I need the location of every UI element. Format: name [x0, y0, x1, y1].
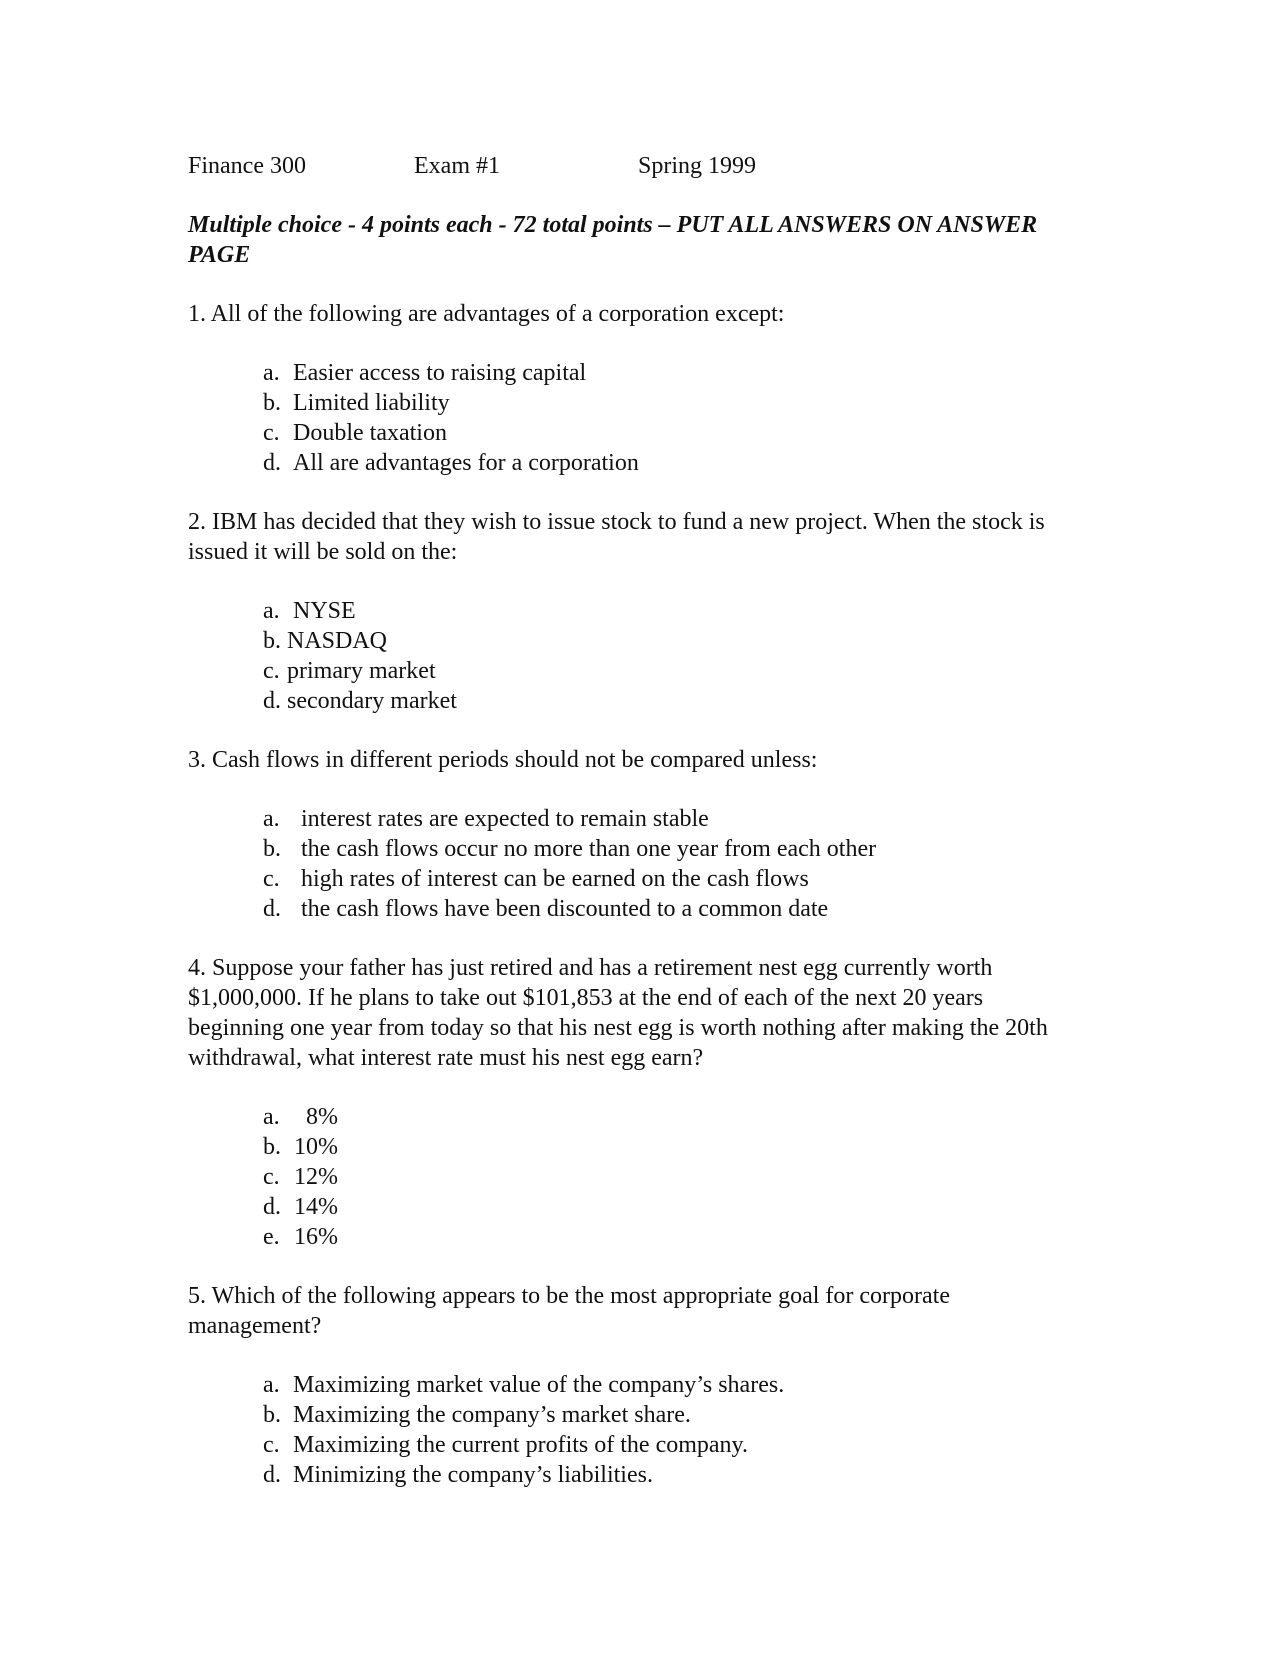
q5-option-b-text: Maximizing the company’s market share. [293, 1402, 691, 1428]
q5-option-a-letter: a. [263, 1372, 280, 1398]
instructions-line-2: PAGE [188, 242, 251, 268]
q5-option-d-letter: d. [263, 1462, 281, 1488]
question-5-text-line-2: management? [188, 1313, 322, 1339]
q4-option-e-text: 16% [294, 1224, 338, 1250]
q1-option-c-letter: c. [263, 420, 280, 446]
question-4-text-line-2: $1,000,000. If he plans to take out $101,853 at the end of each of the next 20 years [188, 985, 984, 1011]
q2-option-a-text: NYSE [293, 598, 356, 624]
q2-option-b-letter: b. [263, 628, 281, 654]
q2-option-a-letter: a. [263, 598, 280, 624]
q3-option-a-text: interest rates are expected to remain stable [301, 806, 709, 832]
q2-option-c-letter: c. [263, 658, 280, 684]
question-3-text: 3. Cash flows in different periods should not be compared unless: [188, 747, 818, 773]
q5-option-b-letter: b. [263, 1402, 281, 1428]
instructions-line-1: Multiple choice - 4 points each - 72 total points – PUT ALL ANSWERS ON ANSWER [188, 212, 1038, 238]
course-title: Finance 300 [188, 153, 306, 179]
q3-option-d-letter: d. [263, 896, 281, 922]
question-4-text-line-1: 4. Suppose your father has just retired and has a retirement nest egg currently worth [188, 955, 993, 981]
question-4-text-line-3: beginning one year from today so that his nest egg is worth nothing after making the 20th [188, 1015, 1048, 1041]
q4-option-c-letter: c. [263, 1164, 280, 1190]
q1-option-b-letter: b. [263, 390, 281, 416]
q2-option-d-text: secondary market [287, 688, 457, 714]
q3-option-c-letter: c. [263, 866, 280, 892]
q5-option-c-text: Maximizing the current profits of the company. [293, 1432, 748, 1458]
exam-title: Exam #1 [414, 153, 500, 179]
q5-option-d-text: Minimizing the company’s liabilities. [293, 1462, 653, 1488]
question-2-text-line-2: issued it will be sold on the: [188, 539, 458, 565]
q2-option-b-text: NASDAQ [287, 628, 388, 654]
q4-option-d-letter: d. [263, 1194, 281, 1220]
q5-option-a-text: Maximizing market value of the company’s shares. [293, 1372, 785, 1398]
q1-option-b-text: Limited liability [293, 390, 450, 416]
q4-option-a-letter: a. [263, 1104, 280, 1130]
question-5-text-line-1: 5. Which of the following appears to be the most appropriate goal for corporate [188, 1283, 950, 1309]
q3-option-d-text: the cash flows have been discounted to a common date [301, 896, 829, 922]
q2-option-c-text: primary market [287, 658, 436, 684]
q4-option-d-text: 14% [294, 1194, 338, 1220]
q1-option-d-text: All are advantages for a corporation [293, 450, 639, 476]
exam-term: Spring 1999 [638, 153, 757, 179]
question-4-text-line-4: withdrawal, what interest rate must his nest egg earn? [188, 1045, 704, 1071]
q3-option-c-text: high rates of interest can be earned on the cash flows [301, 866, 809, 892]
q1-option-a-text: Easier access to raising capital [293, 360, 587, 386]
question-2-text-line-1: 2. IBM has decided that they wish to issue stock to fund a new project. When the stock is [188, 509, 1045, 535]
q4-option-b-text: 10% [294, 1134, 338, 1160]
q2-option-d-letter: d. [263, 688, 281, 714]
question-1-text: 1. All of the following are advantages of a corporation except: [188, 301, 785, 327]
q1-option-a-letter: a. [263, 360, 280, 386]
q4-option-b-letter: b. [263, 1134, 281, 1160]
q3-option-b-text: the cash flows occur no more than one year from each other [301, 836, 877, 862]
q4-option-c-text: 12% [294, 1164, 338, 1190]
q1-option-d-letter: d. [263, 450, 281, 476]
q4-option-e-letter: e. [263, 1224, 280, 1250]
q1-option-c-text: Double taxation [293, 420, 447, 446]
q4-option-a-text: 8% [306, 1104, 338, 1130]
q3-option-b-letter: b. [263, 836, 281, 862]
q5-option-c-letter: c. [263, 1432, 280, 1458]
q3-option-a-letter: a. [263, 806, 280, 832]
